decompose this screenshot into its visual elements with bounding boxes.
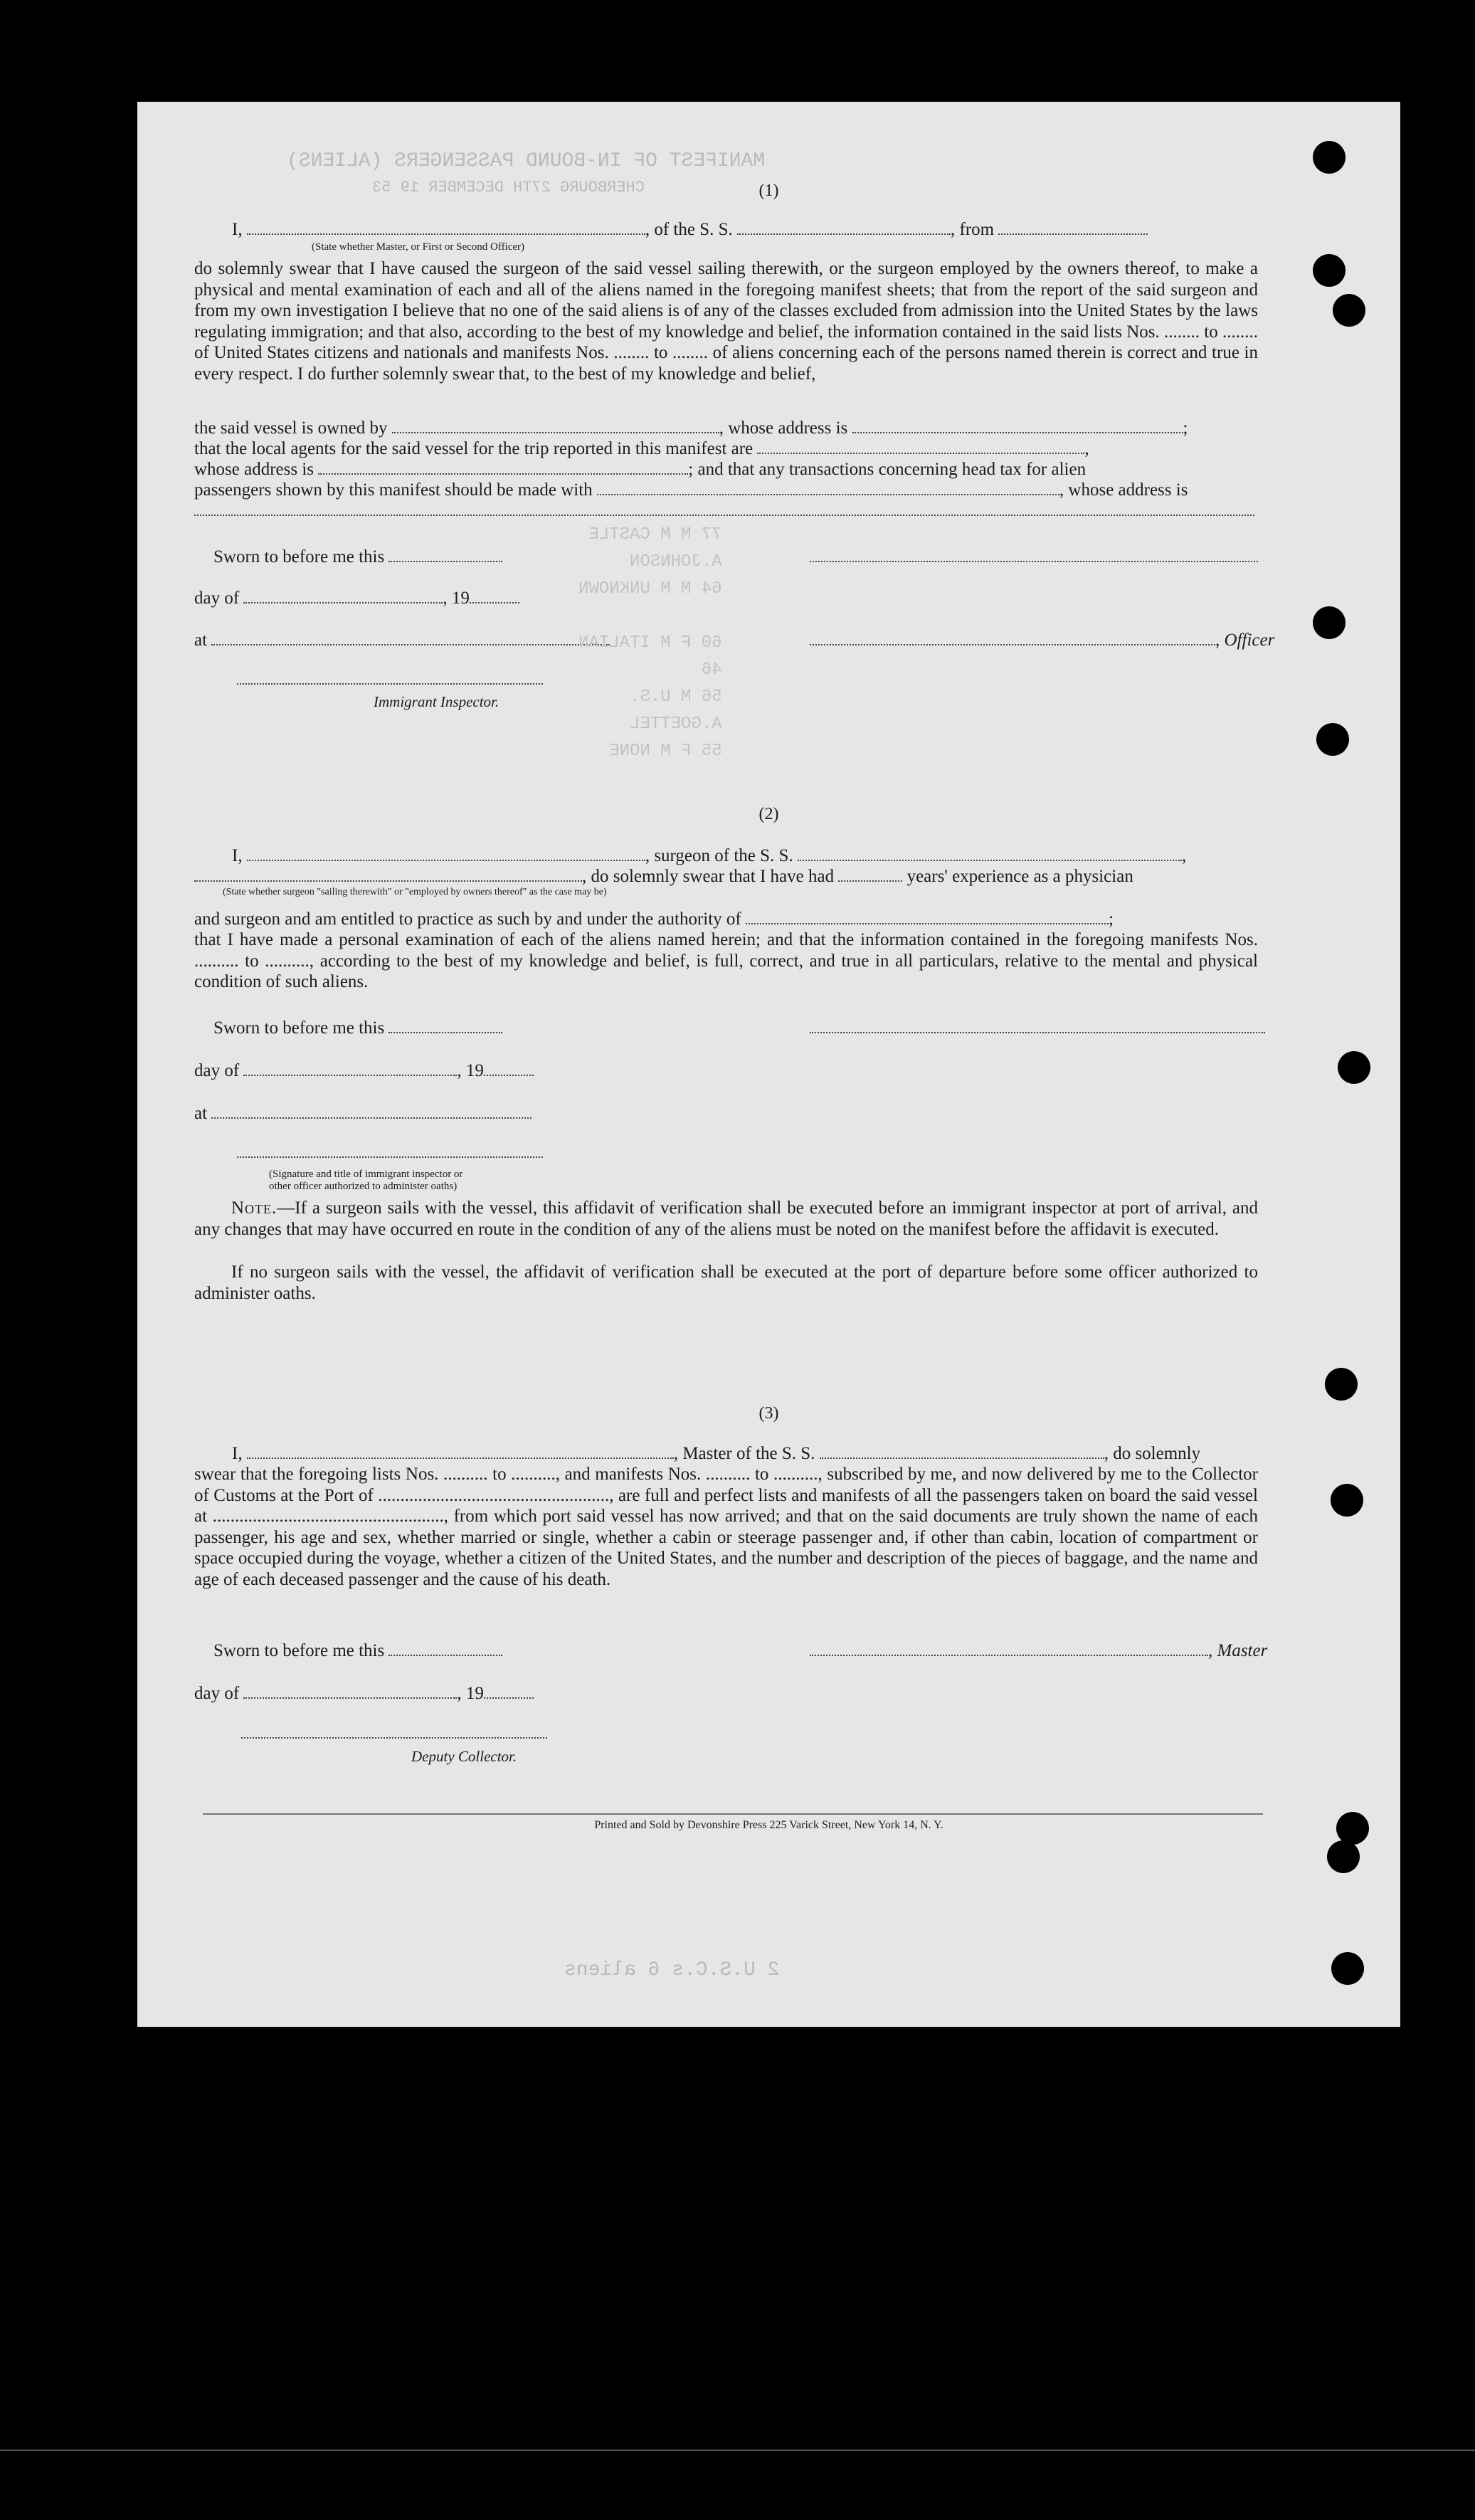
s2-sig-caption-1: (Signature and title of immigrant inspector or xyxy=(269,1169,463,1180)
s2-signature-line xyxy=(237,1142,543,1164)
s1-day: day of , 19 xyxy=(194,588,519,609)
s1-paragraph: do solemnly swear that I have caused the surgeon of the said vessel sailing therewith, or the surgeon employed by the owners thereof, to make a physical and mental examination of each and all of the aliens named in the foregoing manifest sheets; that from the report of the said surgeon and from my own investigation I believe that no one of the said aliens is of any of the classes excluded from admission into the United States by the laws regulating immigration; and that also, according to the best of my knowledge and belief, the information contained in the said lists Nos. ........ to ........ of United States citizens and nationals and manifests Nos. ........ to ........ of aliens concerning each of the persons named therein is correct and true in every respect. I do further solemnly swear that, to the best of my knowledge and belief, xyxy=(194,259,1258,384)
punch-hole xyxy=(1325,1368,1358,1401)
s2-day: day of , 19 xyxy=(194,1060,534,1082)
s3-paragraph: swear that the foregoing lists Nos. .......... to .........., and manifests Nos. .......... to .........., subscribed by me, and now delivered by me to the Collector of Customs at the Port of ...................................................., are full and perfect lists and manifests of all the passengers taken on board the said vessel at ...................................................., from which port said vessel has now arrived; and that on the said documents are truly shown the name of each passenger, his age and sex, whether married or single, whether a cabin or steerage passenger and, if other than cabin, location of compartment or space occupied during the voyage, whether a citizen of the United States, and the number and description of the pieces of baggage, and the name and age of each deceased passenger and the cause of his death. xyxy=(194,1465,1258,1589)
s3-deputy-label: Deputy Collector. xyxy=(411,1748,517,1765)
s1-at: at xyxy=(194,630,610,651)
punch-hole xyxy=(1313,254,1346,287)
s2-sworn-signature-line xyxy=(810,1018,1265,1039)
punch-hole xyxy=(1313,606,1346,639)
punch-hole xyxy=(1333,294,1365,327)
s2-at: at xyxy=(194,1103,532,1124)
s1-officer: , Officer xyxy=(810,630,1274,651)
s3-line1: I, , Master of the S. S. , do solemnly xyxy=(232,1444,1201,1463)
bleed-header-line2: CHERBOURG 27TH DECEMBER 19 53 xyxy=(372,179,645,196)
s2-authority: and surgeon and am entitled to practice as such by and under the authority of ; xyxy=(194,910,1114,929)
punch-hole xyxy=(1338,1051,1370,1084)
punch-hole xyxy=(1327,1840,1360,1873)
s1-address-line: whose address is ; and that any transactions concerning head tax for alien xyxy=(194,460,1087,479)
s2-line2: , do solemnly swear that I have had years' experience as a physician xyxy=(194,866,1133,887)
punch-hole xyxy=(1313,141,1346,174)
s1-inspector-line xyxy=(237,669,543,690)
section-2-number: (2) xyxy=(758,805,779,823)
s1-inspector-label: Immigrant Inspector. xyxy=(374,693,499,710)
s1-blank-line xyxy=(194,500,1254,522)
s1-sworn-signature-line xyxy=(810,547,1258,568)
s3-sworn: Sworn to before me this xyxy=(213,1640,502,1662)
s3-master-line: , Master xyxy=(810,1640,1267,1662)
s1-passengers-line: passengers shown by this manifest should be made with , whose address is xyxy=(194,480,1188,500)
punch-hole xyxy=(1331,1952,1364,1985)
footer-rule xyxy=(203,1813,1263,1815)
s1-sworn: Sworn to before me this xyxy=(213,547,502,568)
s2-paragraph: that I have made a personal examination of each of the aliens named herein; and that the information contained in the foregoing manifests Nos. .......... to .........., according to the best of my knowledge and belief, is full, correct, and true in all particulars, relative to the mental and physical condition of such aliens. xyxy=(194,930,1258,991)
printer-imprint: Printed and Sold by Devonshire Press 225 Varick Street, New York 14, N. Y. xyxy=(594,1819,943,1831)
s2-sworn: Sworn to before me this xyxy=(213,1018,502,1039)
s2-sig-caption-2: other officer authorized to administer oaths) xyxy=(269,1181,458,1192)
bleed-bottom: 2 U.S.C.s 6 aliens xyxy=(564,1959,780,1981)
s2-line1: I, , surgeon of the S. S. , xyxy=(232,846,1187,865)
s3-deputy-line xyxy=(241,1723,547,1744)
punch-hole xyxy=(1336,1812,1369,1845)
s1-caption: (State whether Master, or First or Second Officer) xyxy=(312,241,525,253)
bleed-through-entries: 77 M M CASTLE A.JOHNSON 64 M M UNKNOWN 60 F M ITALIAN 46 56 M U.S. A.GOETTEL 55 F M NONE xyxy=(578,525,722,761)
punch-hole xyxy=(1316,723,1349,756)
scan-edge-line xyxy=(0,2450,1475,2451)
s2-note2: If no surgeon sails with the vessel, the affidavit of verification shall be executed at the port of departure before some officer authorized to administer oaths. xyxy=(194,1262,1258,1303)
s2-caption: (State whether surgeon "sailing therewith" or "employed by owners thereof" as the case may be) xyxy=(223,887,607,897)
punch-hole xyxy=(1331,1484,1363,1517)
s1-line1: I, , of the S. S. , from xyxy=(232,219,1148,241)
s1-owned-line: the said vessel is owned by , whose address is ; xyxy=(194,418,1188,438)
bleed-header-title: MANIFEST OF IN-BOUND PASSENGERS (ALIENS) xyxy=(287,150,766,172)
section-1-number: (1) xyxy=(758,181,779,200)
s2-note: Note.—If a surgeon sails with the vessel, this affidavit of verification shall be executed before an immigrant inspector at port of arrival, and any changes that may have occurred en route in the condition of any of the aliens must be noted on the manifest before the affidavit is executed. xyxy=(194,1198,1258,1239)
s3-day: day of , 19 xyxy=(194,1683,534,1704)
s1-agents-line: that the local agents for the said vessel for the trip reported in this manifest are , xyxy=(194,439,1089,458)
section-3-number: (3) xyxy=(758,1404,779,1423)
form-page xyxy=(137,102,1400,2027)
